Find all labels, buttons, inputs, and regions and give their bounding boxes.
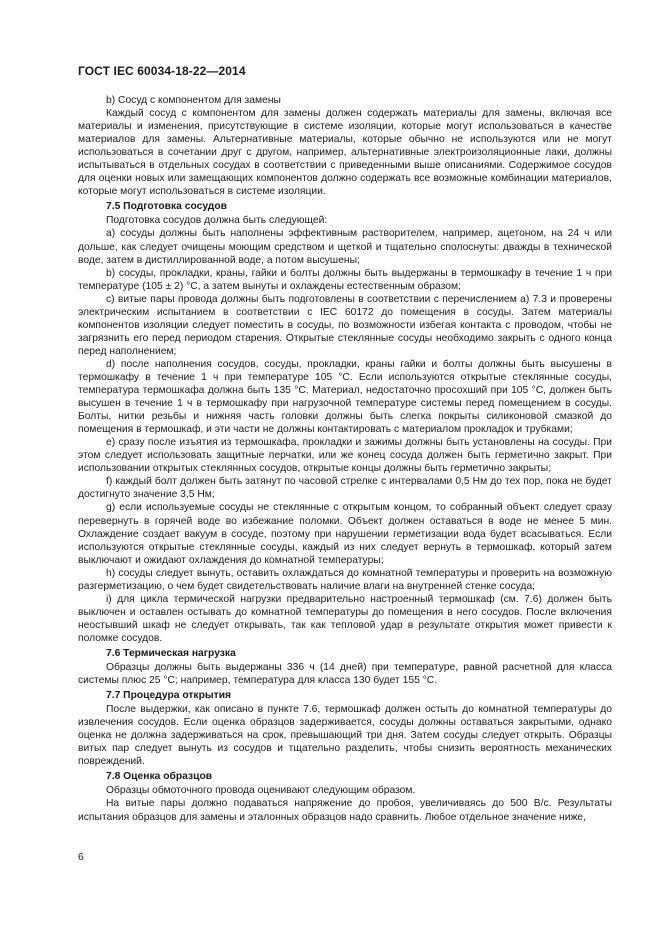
section-heading: 7.7 Процедура открытия	[106, 690, 232, 702]
page-number: 6	[78, 852, 84, 863]
paragraph: b) Сосуд с компонентом для замены	[106, 95, 281, 106]
paragraph: Подготовка сосудов должна быть следующей:	[106, 215, 328, 227]
document-body	[78, 94, 612, 824]
paragraph: Каждый сосуд с компонентом для замены должен содержать материалы для замены, включая все материалы и изменения, присутствующие в системе изоляции, которые могут использоваться в качестве материалов для замены. Альтернативные материалы, которые обычно не используются или не могут использоваться в сочетании друг с другом, например, альтернативные электроизоляционные лаки, должны испытываться в отдельных сосудах в соответствии с приведенными выше описаниями. Содержимое сосудов для оценки новых или замещающих компонентов должно содержать все возможные комбинации материалов, которые могут использоваться в системе изоляции.	[78, 108, 612, 198]
section-heading: 7.6 Термическая нагрузка	[106, 647, 236, 659]
paragraph: После выдержки, как описано в пункте 7.6, термошкаф должен остыть до комнатной температуры до извлечения сосудов. Если оценка образцов задерживается, сосуды должны оставаться закрытыми, однако оценка не должна задерживаться на срок, превышающий три дня. Затем сосуды следует открыть. Образцы витых пар следует вынуть из сосудов и тщательно разделить, чтобы снизить вероятность механических повреждений.	[78, 704, 612, 768]
list-item: c) витые пары провода должны быть подготовлены в соответствии с перечислением а) 7.3 и проверены электрическим испытанием в соответствии с IEC 60172 до помещения в сосуды. Затем материалы компонентов изоляции следует поместить в сосуды, по возможности избегая контакта с проводом, чтобы не загрязнить его перед периодом старения. Открытые стеклянные сосуды необходимо закрыть с одного конца перед наполнением;	[78, 293, 612, 357]
paragraph: Образцы должны быть выдержаны 336 ч (14 дней) при температуре, равной расчетной для класса системы плюс 25 °С; например, температура для класса 130 будет 155 °С.	[78, 662, 612, 687]
section-heading: 7.8 Оценка образцов	[106, 771, 213, 783]
section-heading: 7.5 Подготовка сосудов	[106, 201, 227, 213]
list-item: b) сосуды, прокладки, краны, гайки и болты должны быть выдержаны в термошкафу в течение 1 ч при температуре (105 ± 2) °С, а затем вынуты и охлаждены естественным образом;	[78, 267, 612, 292]
list-item: g) если используемые сосуды не стеклянные с открытым концом, то собранный объект следует сразу перевернуть в горячей воде во избежание поломки. Объект должен оставаться в воде не менее 5 мин. Охлаждение создает вакуум в сосуде, поэтому при нарушении герметизации вода будет всасываться. Если используются открытые стеклянные сосуды, каждый из них следует вернуть в термошкаф, который затем выключают и ожидают охлаждения до комнатной температуры;	[78, 502, 612, 566]
list-item: d) после наполнения сосудов, сосуды, прокладки, краны гайки и болты должны быть высушены в термошкафу в течение 1 ч при температуре 105 °С. Если используются открытые стеклянные сосуды, температура термошкафа должна быть 135 °С. Материал, недостаточно просохший при 105 °С, должен быть высушен в течение 1 ч в термошкафу при нагрузочной температуре системы перед помещением в сосуды. Болты, нитки резьбы и нижняя часть головки должны быть слегка покрыты силиконовой смазкой до помещения в термошкаф, и эти части не должны контактировать с материалом прокладок и трубками;	[78, 358, 612, 436]
document-header-title: ГОСТ IEC 60034-18-22—2014	[78, 64, 246, 78]
list-item: h) сосуды следует вынуть, оставить охлаждаться до комнатной температуры и проверить на возможную разгерметизацию, о чем будет свидетельствовать наличие влаги на внутренней стенке сосуда;	[78, 567, 612, 592]
list-item: a) сосуды должны быть наполнены эффективным растворителем, например, ацетоном, на 24 ч или дольше, как следует очищены моющим средством и щеткой и тщательно сполоснуты: дважды в технической воде, затем в дистиллированной воде, а потом высушены;	[78, 228, 612, 266]
paragraph: На витые пары должно подаваться напряжение до пробоя, увеличиваясь до 500 В/с. Результаты испытания образцов для замены и эталонных образцов надо сравнить. Любое отдельное значение ниже,	[78, 798, 612, 823]
paragraph: Образцы обмоточного провода оценивают следующим образом.	[106, 785, 416, 797]
list-item: f) каждый болт должен быть затянут по часовой стрелке с интервалами 0,5 Нм до тех пор, пока не будет достигнуто значение 3,5 Нм;	[78, 476, 612, 501]
list-item: i) для цикла термической нагрузки предварительно настроенный термошкаф (см. 7.6) должен быть выключен и оставлен остывать до комнатной температуры до помещения в него сосудов. После включения неостывший шкаф не следует открывать, так как тепловой удар в результате открытия может привести к поломке сосудов.	[78, 593, 612, 644]
list-item: e) сразу после изъятия из термошкафа, прокладки и зажимы должны быть установлены на сосуды. При этом следует использовать защитные перчатки, или же конец сосуда должен быть герметично закрыт. При использовании открытых стеклянных сосудов, открытые концы должны быть герметично закрыты;	[78, 437, 612, 475]
